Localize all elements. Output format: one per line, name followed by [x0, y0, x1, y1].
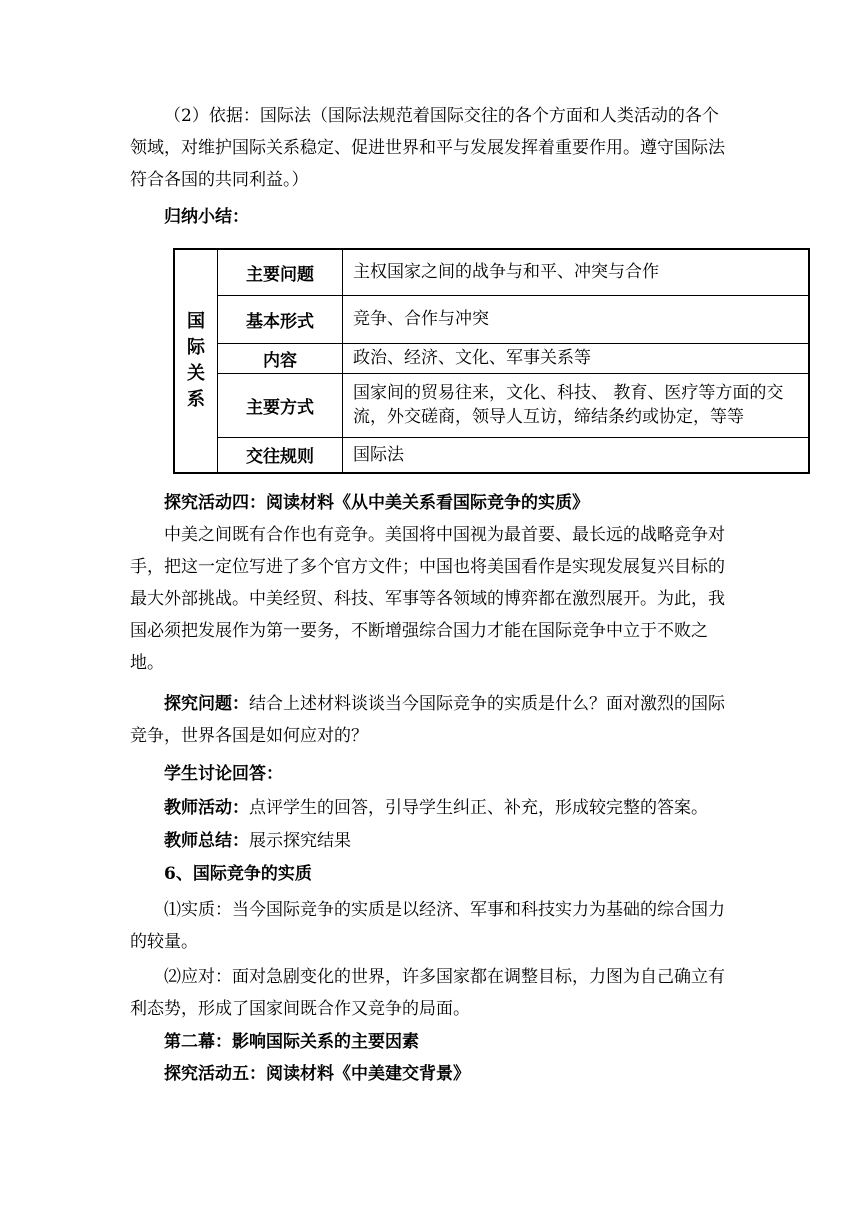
question-paragraph	[130, 688, 730, 752]
question-text: 结合上述材料谈谈当今国际竞争的实质是什么？面对激烈的国际竞争，世界各国是如何应对的？	[130, 694, 725, 746]
summary-table	[173, 248, 810, 474]
row-value: 竞争、合作与冲突	[343, 295, 810, 343]
section6-title: 6、国际竞争的实质	[164, 864, 312, 884]
teacher-summary	[164, 825, 351, 857]
row-head: 基本形式	[218, 295, 343, 343]
row-head: 内容	[218, 343, 343, 373]
teacher-activity-text: 点评学生的回答，引导学生纠正、补充，形成较完整的答案。	[249, 798, 708, 818]
table-row	[174, 295, 809, 343]
row-value: 国际法	[343, 437, 810, 473]
table-row	[174, 343, 809, 373]
row-head: 主要方式	[218, 373, 343, 437]
row-head: 主要问题	[218, 249, 343, 295]
point2-paragraph: ⑵应对：面对急剧变化的世界，许多国家都在调整目标，力图为自己确立有利态势，形成了国家间既合作又竞争的局面。	[130, 967, 725, 1019]
side-label: 国际关系	[174, 249, 218, 473]
activity5-title: 探究活动五：阅读材料《中美建交背景》	[164, 1064, 470, 1084]
student-discussion: 学生讨论回答：	[164, 764, 283, 784]
summary-heading: 归纳小结：	[164, 207, 249, 227]
basis-paragraph: （2）依据：国际法（国际法规范着国际交往的各个方面和人类活动的各个领域，对维护国际关系稳定、促进世界和平与发展发挥着重要作用。遵守国际法符合各国的共同利益。）	[130, 106, 725, 190]
row-value: 政治、经济、文化、军事关系等	[343, 343, 810, 373]
table-row	[174, 249, 809, 295]
table-row	[174, 437, 809, 473]
row-value: 国家间的贸易往来，文化、科技、 教育、医疗等方面的交流，外交磋商，领导人互访，缔结条约或协定，等等	[343, 373, 810, 437]
table-row	[174, 373, 809, 437]
row-head: 交往规则	[218, 437, 343, 473]
activity4-title: 探究活动四：阅读材料《从中美关系看国际竞争的实质》	[164, 493, 589, 513]
teacher-activity-label: 教师活动：	[164, 798, 249, 818]
activity4-text: 中美之间既有合作也有竞争。美国将中国视为最首要、最长远的战略竞争对手，把这一定位写进了多个官方文件；中国也将美国看作是实现发展复兴目标的最大外部挑战。中美经贸、科技、军事等各领域的博弈都在激烈展开。为此，我国必须把发展作为第一要务，不断增强综合国力才能在国际竞争中立于不败之地。	[130, 525, 725, 673]
teacher-summary-label: 教师总结：	[164, 831, 249, 851]
question-label: 探究问题：	[164, 694, 249, 714]
point1-paragraph: ⑴实质：当今国际竞争的实质是以经济、军事和科技实力为基础的综合国力的较量。	[130, 900, 725, 952]
row-value: 主权国家之间的战争与和平、冲突与合作	[343, 249, 810, 295]
teacher-summary-text: 展示探究结果	[249, 831, 351, 851]
teacher-activity	[164, 792, 708, 824]
act2-title: 第二幕：影响国际关系的主要因素	[164, 1032, 419, 1052]
